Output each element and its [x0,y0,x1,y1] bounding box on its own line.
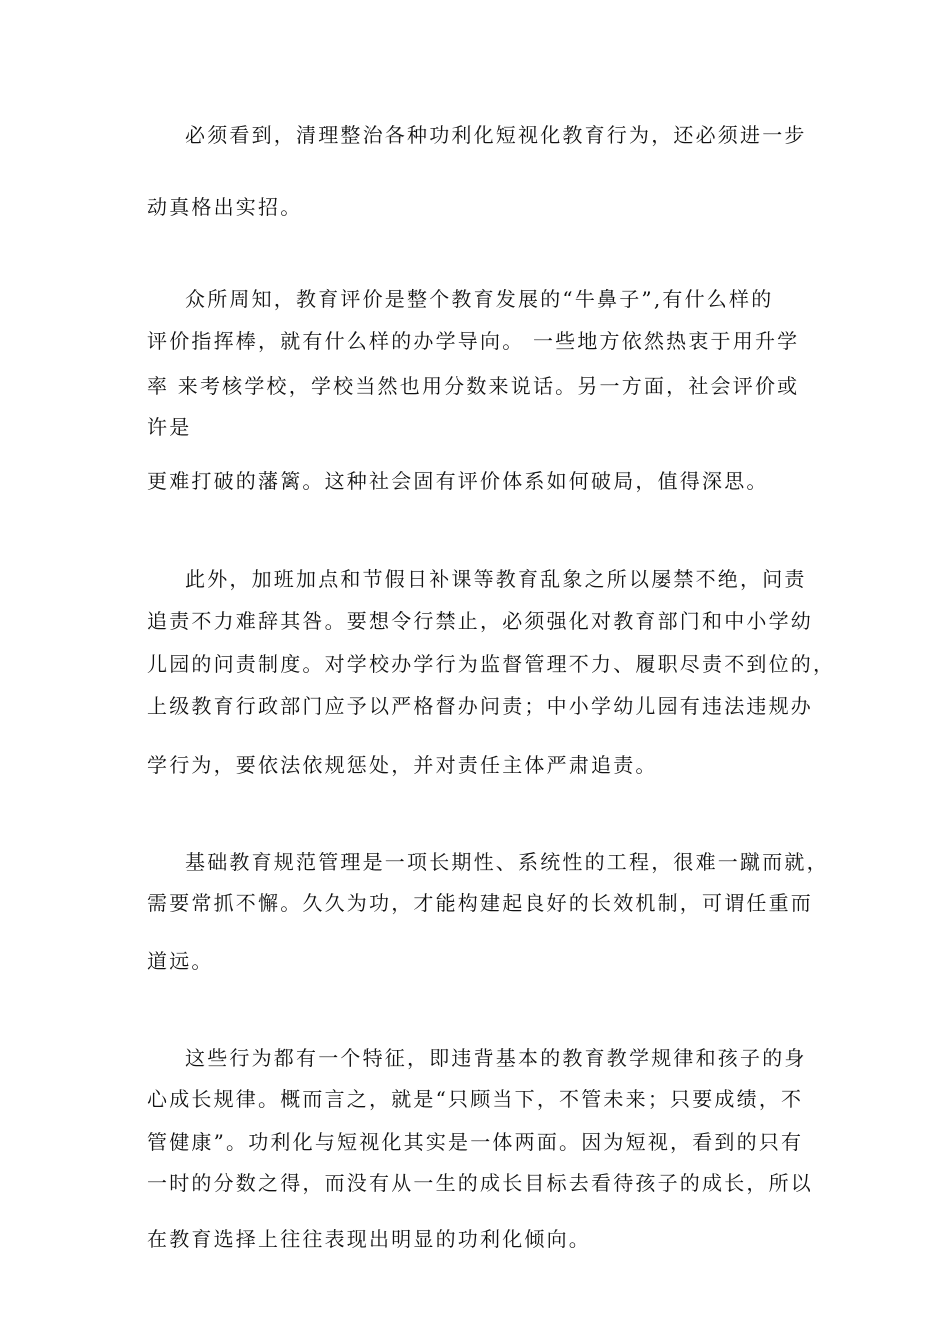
paragraph-2-line-4: 许是 [147,415,192,439]
paragraph-2-line-2: 评价指挥棒，就有什么样的办学导向。 一些地方依然热衷于用升学 [147,329,800,353]
paragraph-5-line-4: 一时的分数之得，而没有从一生的成长目标去看待孩子的成长，所以 [147,1171,813,1195]
paragraph-3-line-2: 追责不力难辞其咎。要想令行禁止，必须强化对教育部门和中小学幼 [147,609,813,633]
paragraph-5-line-5: 在教育选择上往往表现出明显的功利化倾向。 [147,1227,591,1251]
paragraph-4-line-2: 需要常抓不懈。久久为功，才能构建起良好的长效机制，可谓任重而 [147,891,813,915]
paragraph-1-line-1: 必须看到，清理整治各种功利化短视化教育行为，还必须进一步 [185,123,807,147]
paragraph-5-line-2: 心成长规律。概而言之，就是“只顾当下，不管未来；只要成绩，不 [147,1087,804,1111]
paragraph-4-line-3: 道远。 [147,949,214,973]
paragraph-3-line-1: 此外，加班加点和节假日补课等教育乱象之所以屡禁不绝，问责 [185,567,807,591]
paragraph-1-line-2: 动真格出实招。 [147,195,303,219]
paragraph-3-line-5: 学行为，要依法依规惩处，并对责任主体严肃追责。 [147,753,658,777]
paragraph-2-line-5: 更难打破的藩篱。这种社会固有评价体系如何破局，值得深思。 [147,469,769,493]
paragraph-5-line-3: 管健康”。功利化与短视化其实是一体两面。因为短视，看到的只有 [147,1130,804,1154]
paragraph-5-line-1: 这些行为都有一个特征，即违背基本的教育教学规律和孩子的身 [185,1046,807,1070]
paragraph-3-line-3: 儿园的问责制度。对学校办学行为监督管理不力、履职尽责不到位的， [147,652,836,676]
paragraph-2-line-1: 众所周知，教育评价是整个教育发展的“牛鼻子”,有什么样的 [185,287,774,311]
paragraph-4-line-1: 基础教育规范管理是一项长期性、系统性的工程，很难一蹴而就， [185,850,829,874]
paragraph-2-line-3: 率 来考核学校，学校当然也用分数来说话。另一方面，社会评价或 [147,374,800,398]
paragraph-3-line-4: 上级教育行政部门应予以严格督办问责；中小学幼儿园有违法违规办 [147,694,813,718]
